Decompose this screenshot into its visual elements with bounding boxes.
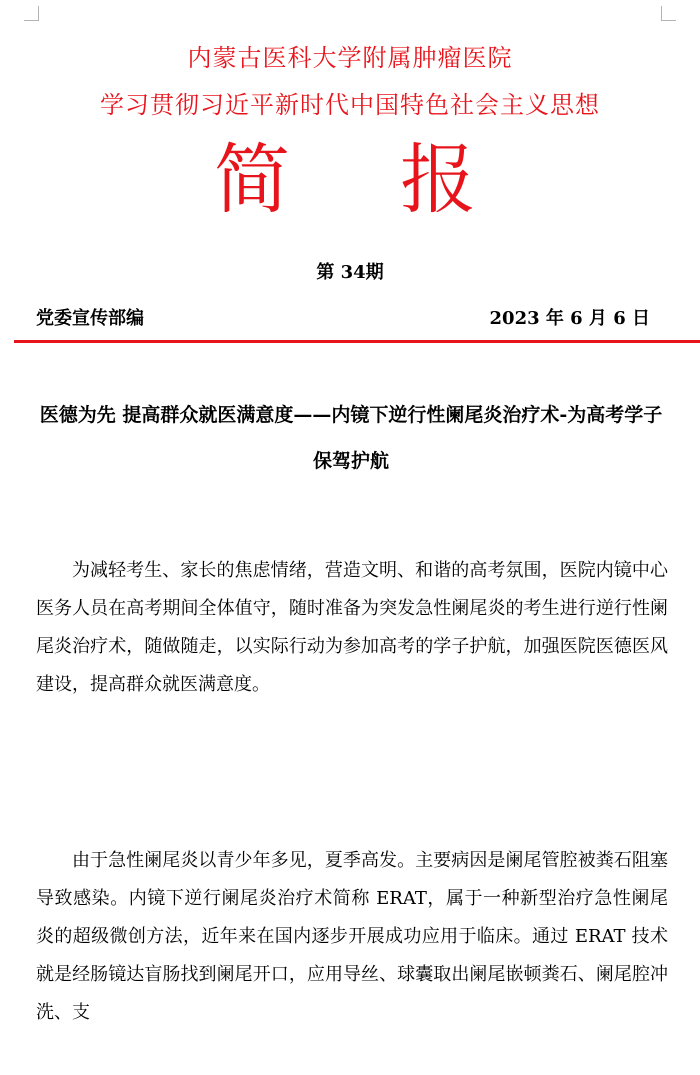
- article-paragraph: 为减轻考生、家长的焦虑情绪，营造文明、和谐的高考氛围，医院内镜中心医务人员在高考期间全体值守，随时准备为突发急性阑尾炎的考生进行逆行性阑尾炎治疗术，随做随走，以实际行动为参加高考的学子护航，加强医院医德医风建设，提高群众就医满意度。: [36, 560, 668, 695]
- crop-mark-top-left: [24, 6, 39, 21]
- institution-name: 内蒙古医科大学附属肿瘤医院: [187, 44, 513, 72]
- article-paragraph: 由于急性阑尾炎以青少年多见，夏季高发。主要病因是阑尾管腔被粪石阻塞导致感染。内镜下逆行阑尾炎治疗术简称 ERAT，属于一种新型治疗急性阑尾炎的超级微创方法，近年来在国内逐步开展成功应用于临床。通过 ERAT 技术就是经肠镜达盲肠找到阑尾开口，应用导丝、球囊取出阑尾嵌顿粪石、阑尾腔冲洗、支: [36, 850, 668, 1023]
- article-title: 医德为先 提高群众就医满意度——内镜下逆行性阑尾炎治疗术-为高考学子保驾护航: [39, 404, 663, 472]
- issue-number: 第 34期: [316, 262, 384, 283]
- publish-date: 2023 年 6 月 6 日: [489, 308, 650, 329]
- crop-mark-top-right: [661, 6, 676, 21]
- document-type-title: 简报: [214, 135, 586, 224]
- red-divider: [14, 340, 700, 343]
- theme-line: 学习贯彻习近平新时代中国特色社会主义思想: [100, 91, 600, 119]
- editor-department: 党委宣传部编: [36, 308, 144, 329]
